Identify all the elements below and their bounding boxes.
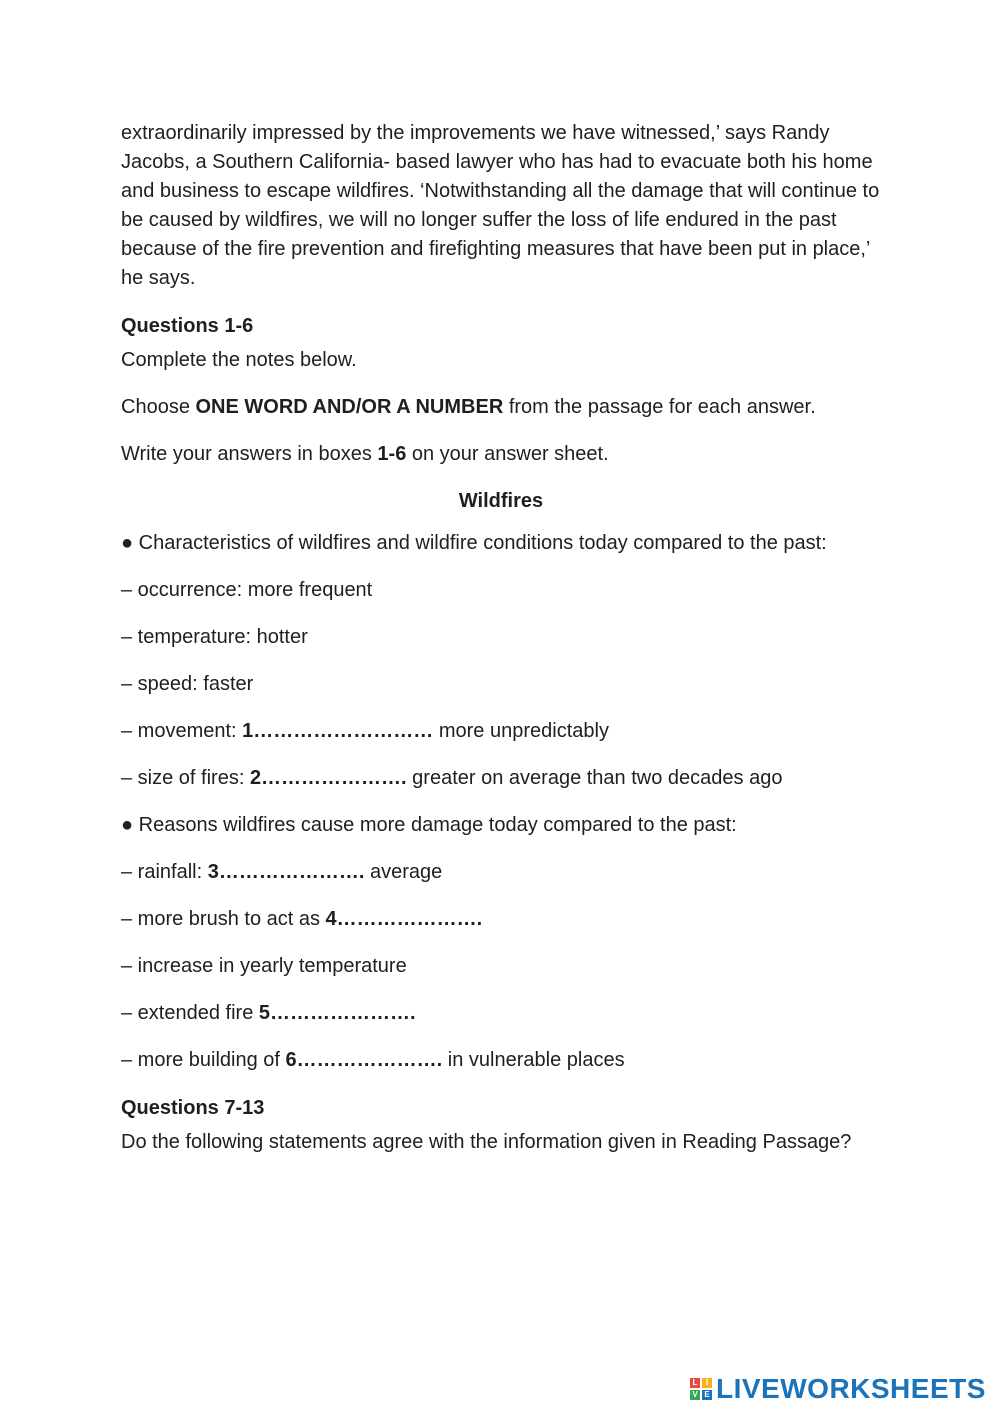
- note-text: – more brush to act as: [121, 908, 326, 930]
- note-item-gap-1: [121, 717, 881, 746]
- instruction-write: [121, 440, 881, 469]
- note-text: – speed: faster: [121, 673, 254, 695]
- instruction-write-bold: 1-6: [377, 443, 407, 465]
- answer-gap-4[interactable]: 4………………….: [325, 908, 483, 930]
- liveworksheets-logo-icon: [690, 1378, 712, 1400]
- note-text: greater on average than two decades ago: [406, 767, 783, 789]
- note-item: [121, 576, 881, 605]
- instruction-choose: [121, 393, 881, 422]
- instruction-complete-notes: Complete the notes below.: [121, 349, 357, 371]
- answer-gap-3[interactable]: 3………………….: [207, 861, 365, 883]
- note-item: [121, 670, 881, 699]
- liveworksheets-logo-text: LIVEWORKSHEETS: [716, 1373, 986, 1404]
- note-text: – increase in yearly temperature: [121, 955, 407, 977]
- instruction-choose-post: from the passage for each answer.: [503, 396, 816, 418]
- questions-7-13-heading: Questions 7-13: [121, 1097, 265, 1119]
- note-item: [121, 952, 881, 981]
- note-text: – rainfall:: [121, 861, 208, 883]
- note-text: – temperature: hotter: [121, 626, 308, 648]
- notes-bullet-characteristics: ● Characteristics of wildfires and wildfire conditions today compared to the past:: [121, 532, 827, 554]
- note-item-gap-3: [121, 858, 881, 887]
- worksheet-page: [121, 119, 881, 1157]
- liveworksheets-logo[interactable]: [690, 1374, 986, 1404]
- note-text: more unpredictably: [433, 720, 609, 742]
- instruction-write-post: on your answer sheet.: [406, 443, 609, 465]
- note-text: average: [364, 861, 443, 883]
- logo-letter-l: L: [690, 1378, 700, 1388]
- instruction-write-pre: Write your answers in boxes: [121, 443, 378, 465]
- note-text: – extended fire: [121, 1002, 259, 1024]
- logo-letter-v: V: [690, 1390, 700, 1400]
- note-text: – size of fires:: [121, 767, 250, 789]
- note-text: – occurrence: more frequent: [121, 579, 373, 601]
- note-text: – movement:: [121, 720, 243, 742]
- note-item-gap-4: [121, 905, 881, 934]
- answer-gap-5[interactable]: 5………………….: [258, 1002, 416, 1024]
- instruction-choose-pre: Choose: [121, 396, 196, 418]
- logo-letter-i: I: [702, 1378, 712, 1388]
- note-item-gap-5: [121, 999, 881, 1028]
- answer-gap-1[interactable]: 1………………………: [242, 720, 434, 742]
- logo-letter-e: E: [702, 1390, 712, 1400]
- note-item-gap-6: [121, 1046, 881, 1075]
- instruction-choose-bold: ONE WORD AND/OR A NUMBER: [195, 396, 504, 418]
- notes-title: Wildfires: [458, 490, 544, 512]
- notes-bullet-reasons: ● Reasons wildfires cause more damage today compared to the past:: [121, 814, 737, 836]
- note-text: in vulnerable places: [442, 1049, 625, 1071]
- answer-gap-6[interactable]: 6………………….: [285, 1049, 443, 1071]
- note-item: [121, 623, 881, 652]
- answer-gap-2[interactable]: 2………………….: [249, 767, 407, 789]
- questions-1-6-heading: Questions 1-6: [121, 315, 254, 337]
- instruction-agree: Do the following statements agree with the information given in Reading Passage?: [121, 1131, 852, 1153]
- note-text: – more building of: [121, 1049, 286, 1071]
- passage-paragraph: extraordinarily impressed by the improvements we have witnessed,’ says Randy Jacobs, a Southern California- based lawyer who has had to evacuate both his home and business to escape wildfires. ‘Notwithstanding all the damage that will continue to be caused by wildfires, we will no longer suffer the loss of life endured in the past because of the fire prevention and firefighting measures that have been put in place,’ he says.: [121, 122, 880, 289]
- note-item-gap-2: [121, 764, 881, 793]
